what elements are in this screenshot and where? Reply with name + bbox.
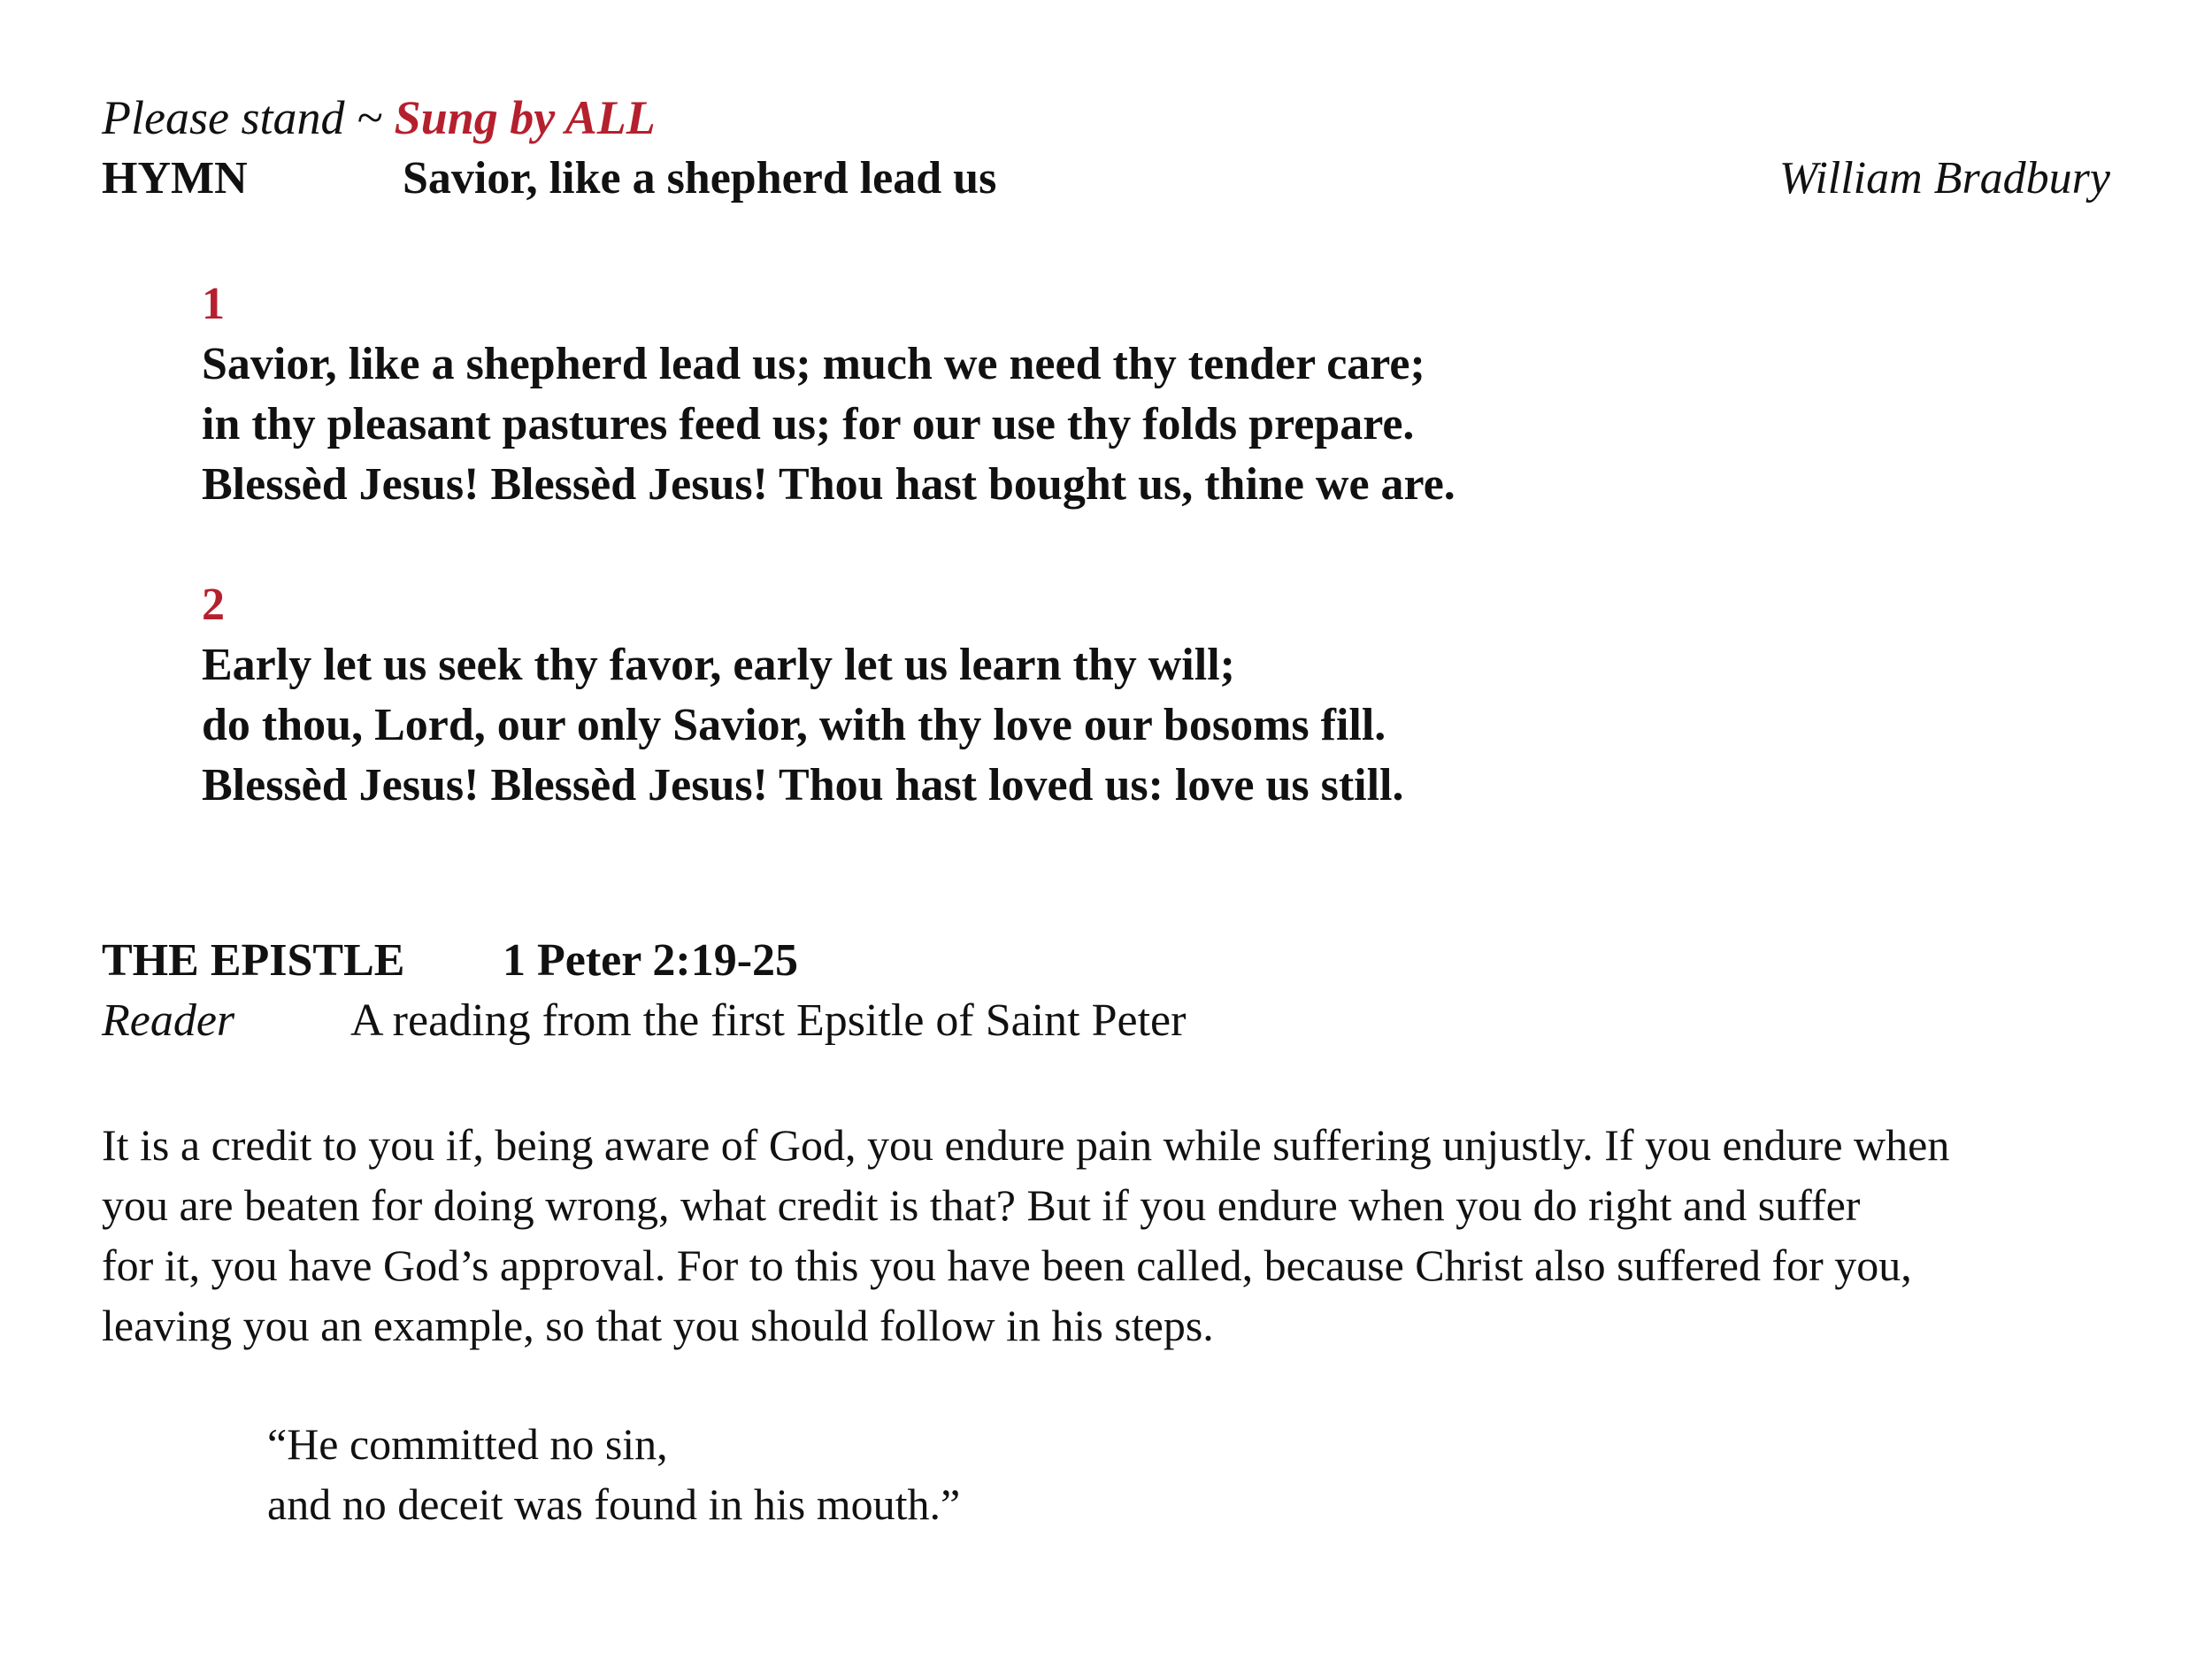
verse-line: Blessèd Jesus! Blessèd Jesus! Thou hast loved us: love us still. [202, 760, 1404, 810]
verse-number: 2 [202, 580, 225, 630]
reading-line: leaving you an example, so that you should follow in his steps. [102, 1301, 1214, 1350]
quote-line: “He committed no sin, [267, 1419, 668, 1469]
hymn-label: HYMN [102, 153, 248, 204]
epistle-reference: 1 Peter 2:19-25 [503, 935, 799, 986]
reader-intro: A reading from the first Epsitle of Saint Peter [350, 995, 1187, 1046]
verse-number: 1 [202, 279, 225, 329]
hymn-verse-1 [202, 274, 1455, 515]
sung-by-all-label: Sung by ALL [394, 91, 656, 144]
stand-instruction [102, 90, 656, 145]
verse-line: Blessèd Jesus! Blessèd Jesus! Thou hast bought us, thine we are. [202, 459, 1455, 510]
epistle-reading-text [102, 1115, 1949, 1356]
verse-line: Early let us seek thy favor, early let us learn thy will; [202, 640, 1235, 690]
reader-role: Reader [102, 995, 235, 1046]
reading-line: for it, you have God’s approval. For to this you have been called, because Christ also suffered for you, [102, 1240, 1912, 1290]
scripture-quote [267, 1414, 960, 1534]
hymn-verse-2 [202, 575, 1404, 816]
verse-line: Savior, like a shepherd lead us; much we need thy tender care; [202, 339, 1425, 389]
verse-line: do thou, Lord, our only Savior, with thy love our bosoms fill. [202, 700, 1386, 750]
reading-line: It is a credit to you if, being aware of God, you endure pain while suffering unjustly. If you endure when [102, 1120, 1950, 1170]
reading-line: you are beaten for doing wrong, what credit is that? But if you endure when you do right and suffer [102, 1180, 1861, 1230]
quote-line: and no deceit was found in his mouth.” [267, 1479, 961, 1529]
stand-instruction-text: Please stand ~ [102, 91, 395, 144]
verse-line: in thy pleasant pastures feed us; for our use thy folds prepare. [202, 399, 1415, 449]
hymn-title: Savior, like a shepherd lead us [403, 153, 997, 204]
hymn-composer: William Bradbury [1778, 153, 2110, 204]
epistle-heading: THE EPISTLE [102, 935, 405, 986]
